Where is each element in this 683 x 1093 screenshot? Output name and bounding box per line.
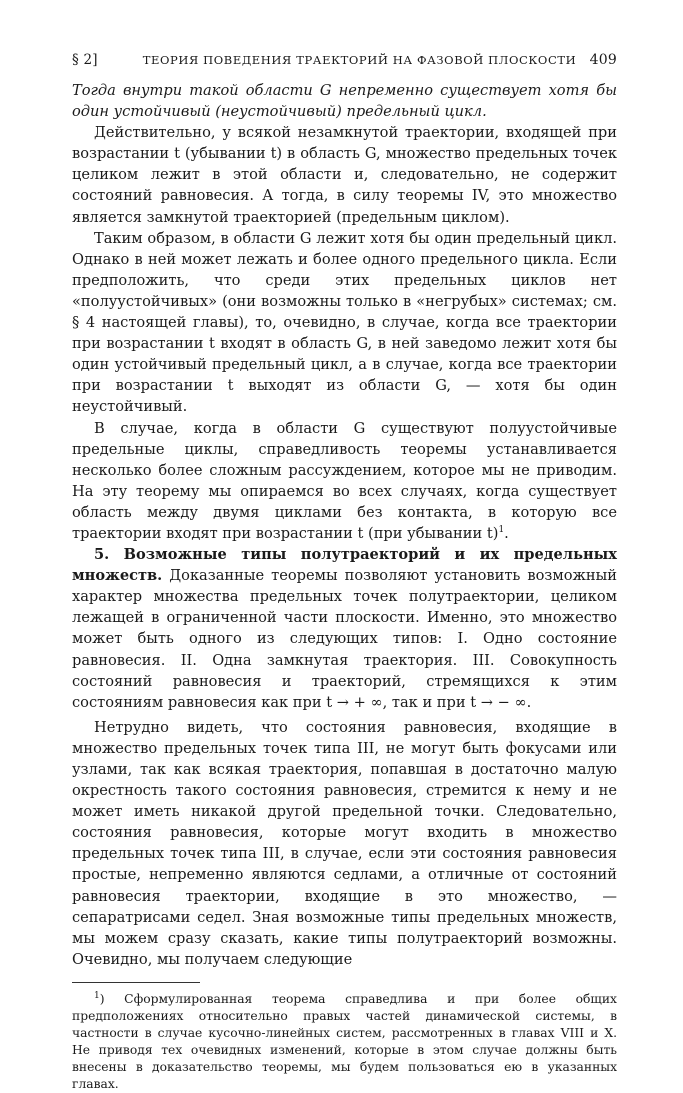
paragraph: Нетрудно видеть, что состояния равновесия, входящие в множество предельных точек типа III, не могут быть фокусами или узлами, так как всякая траектория, попавшая в достаточно малую окрестность такого состояния равновесия, стремится к нему и не может иметь никакой другой предельной точки. Следовательно, состояния равновесия, которые могут входить в множество предельных точек типа III, в случае, если эти состояния равновесия простые, непременно являются седлами, а отличные от состояний равновесия траектории, входящие в это множество, — сепаратрисами седел. Зная возможные типы предельных множеств, мы можем сразу сказать, какие типы полутраекторий возможны. Очевидно, мы получаем следующие [72, 718, 617, 968]
running-header [72, 52, 617, 68]
book-page [72, 52, 617, 1093]
page-number: 409 [589, 52, 617, 68]
footnote-divider [72, 982, 200, 983]
footnote-mark: 1 [94, 990, 100, 1001]
footnote-text: ) Сформулированная теорема справедлива и при более общих предположениях относительно правых частей динамической системы, в частности в случае кусочно-линейных систем, рассмотренных в главах VIII и X. Не приводя тех очевидных изменений, которые в этом случае должны быть внесены в доказательство теоремы, мы будем пользоваться ею в указанных главах. [72, 991, 617, 1091]
section-paragraph [72, 544, 617, 713]
body-text [72, 80, 617, 970]
footnote-ref[interactable]: 1 [498, 525, 505, 536]
section-marker: § 2] [72, 52, 98, 68]
theorem-conclusion: Тогда внутри такой области G непременно существует хотя бы один устойчивый (неустойчивый) предельный цикл. [72, 82, 617, 121]
paragraph: Действительно, у всякой незамкнутой траектории, входящей при возрастании t (убывании t) в область G, множество предельных точек целиком лежит в этой области и, следовательно, не содержит состояний равновесия. А тогда, в силу теоремы IV, это множество является замкнутой траекторией (предельным циклом). [72, 124, 617, 226]
paragraph: Таким образом, в области G лежит хотя бы один предельный цикл. Однако в ней может лежать и более одного предельного цикла. Если предположить, что среди этих предельных циклов нет «полуустойчивых» (они возможны только в «негрубых» системах; см. § 4 настоящей главы), то, очевидно, в случае, когда все траектории при возрастании t входят в область G, в ней заведомо лежит хотя бы один устойчивый предельный цикл, а в случае, когда все траектории при возрастании t выходят из области G, — хотя бы один неустойчивый. [72, 229, 617, 416]
section-heading: 5. Возможные типы полутраекторий и их предельных множеств. [72, 546, 617, 585]
footnote [72, 991, 617, 1093]
running-title: ТЕОРИЯ ПОВЕДЕНИЯ ТРАЕКТОРИЙ НА ФАЗОВОЙ ПЛОСКОСТИ [142, 53, 577, 67]
paragraph-text: В случае, когда в области G существуют полуустойчивые предельные циклы, справедливость теоремы устанавливается несколько более сложным рассуждением, которое мы не приводим. На эту теорему мы опираемся во всех случаях, когда существует область между двумя циклами без контакта, в которую все траектории входят при возрастании t (при убывании t) [72, 419, 617, 542]
paragraph-text: Доказанные теоремы позволяют установить возможный характер множества предельных точек полутраектории, целиком лежащей в ограниченной части плоскости. Именно, это множество может быть одного из следующих типов: I. Одно состояние равновесия. II. Одна замкнутая траектория. III. Совокупность состояний равновесия и траекторий, стремящихся к этим состояниям равновесия как при t → + ∞, так и при t → − ∞. [72, 567, 617, 711]
paragraph-end: . [504, 524, 509, 542]
paragraph [72, 418, 617, 545]
